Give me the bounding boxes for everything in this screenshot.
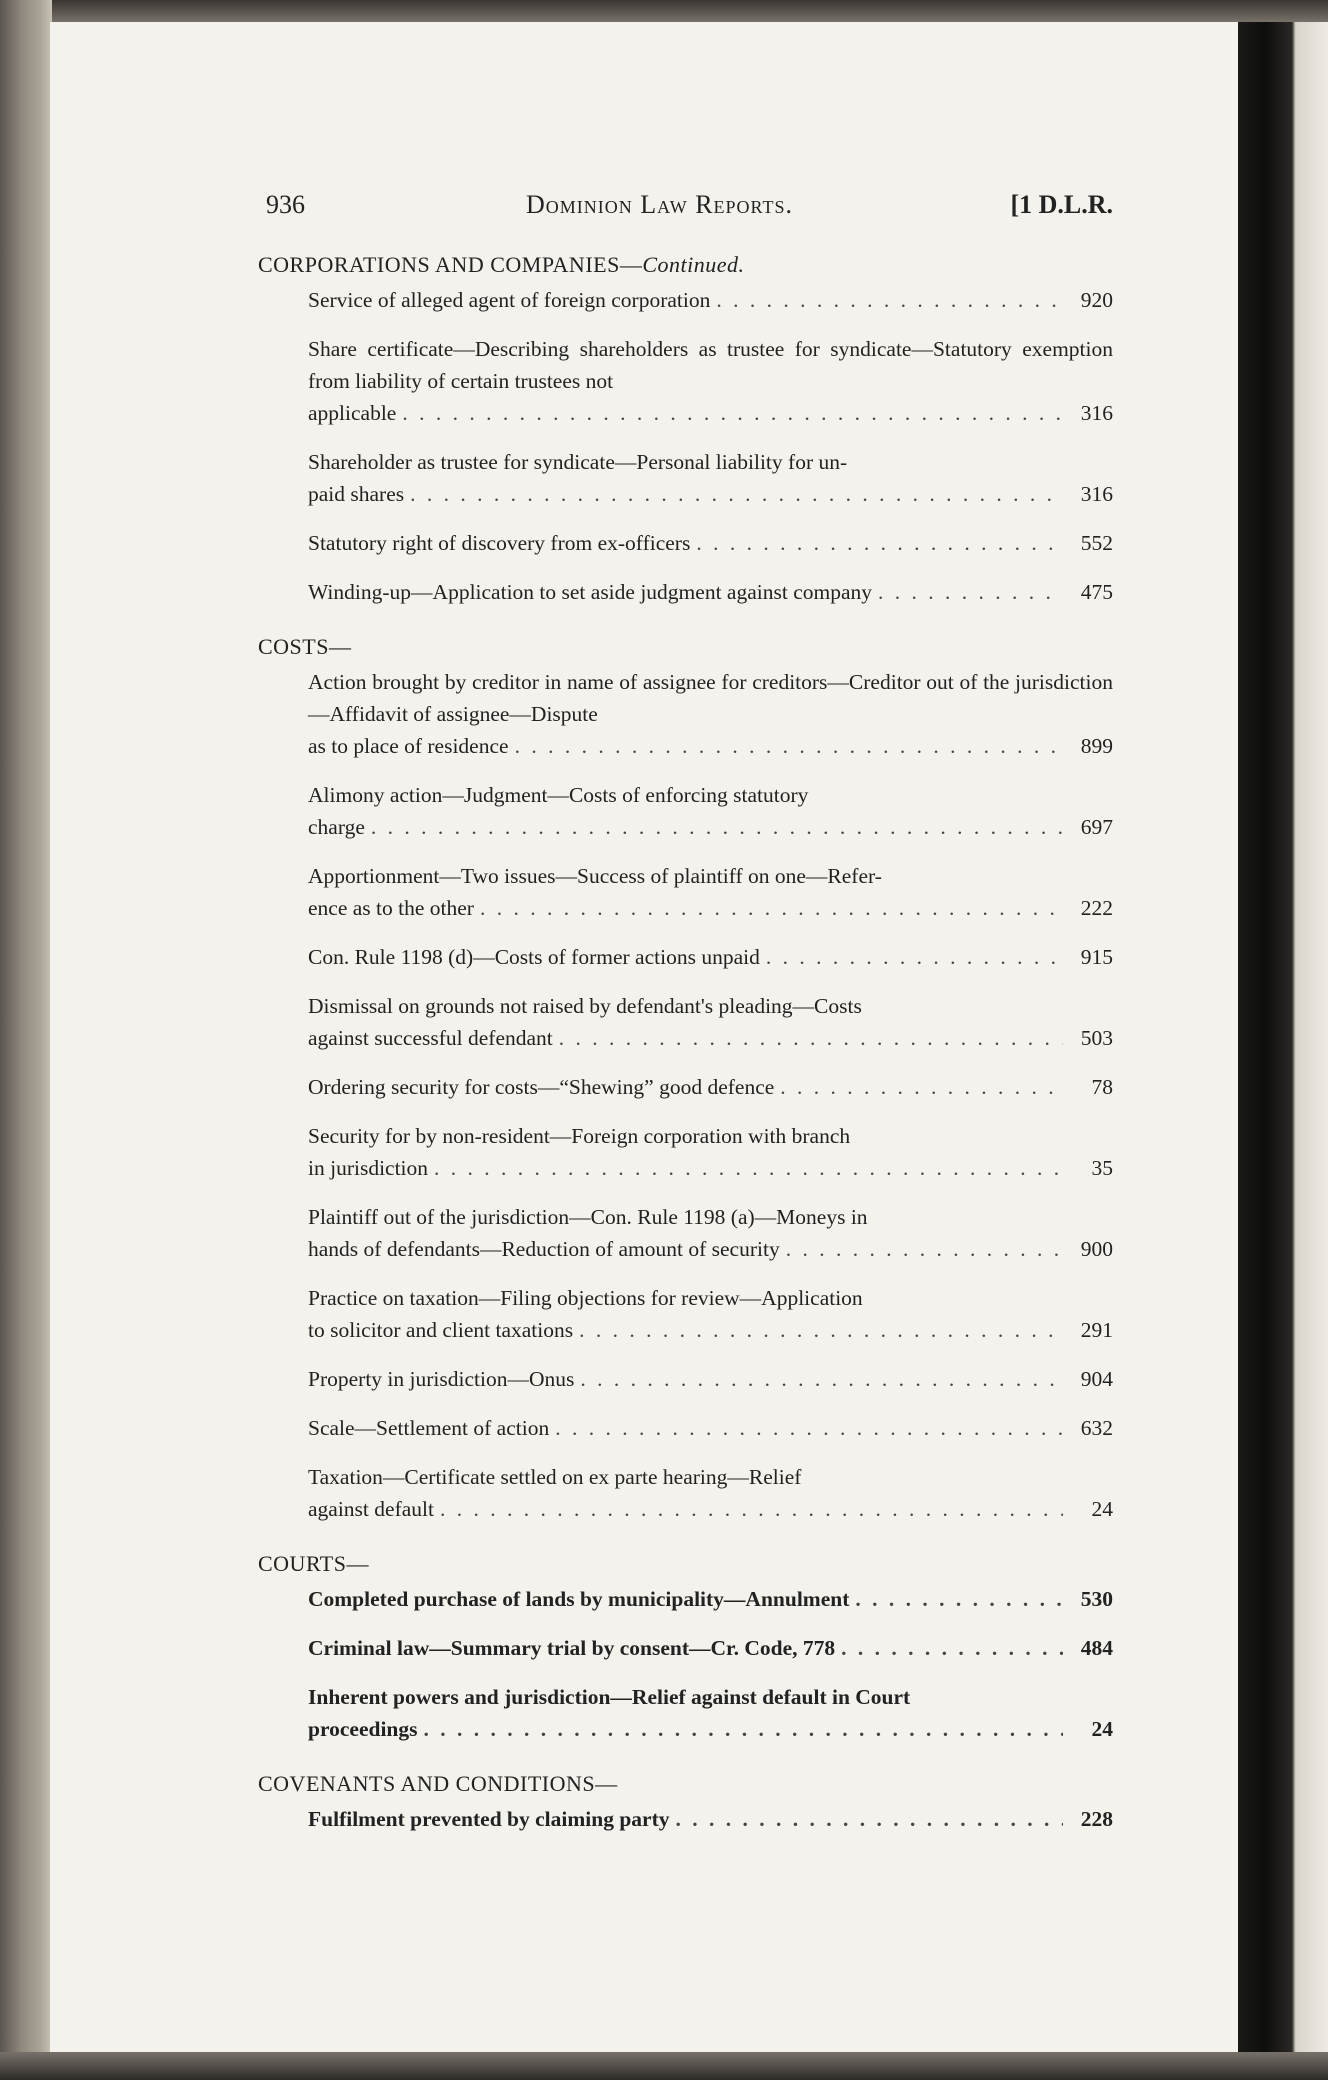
index-entry [308, 1120, 1113, 1184]
entry-last-line [308, 1632, 1113, 1664]
page-reference: 915 [1080, 945, 1113, 969]
entry-last-line [308, 892, 1113, 924]
section-heading [258, 252, 1113, 278]
entry-text: Practice on taxation—Filing objections for review—Application [308, 1286, 863, 1310]
entry-text: against successful defendant [308, 1026, 553, 1050]
page-reference: 552 [1080, 531, 1113, 555]
index-entry [308, 1201, 1113, 1265]
entry-last-line [308, 397, 1113, 429]
page-reference: 503 [1080, 1026, 1113, 1050]
entry-text: Con. Rule 1198 (d)—Costs of former actions unpaid [308, 945, 760, 969]
index-entry [308, 1632, 1113, 1664]
entry-text: Ordering security for costs—“Shewing” good defence [308, 1075, 775, 1099]
volume-reference: [1 D.L.R. [1010, 190, 1113, 219]
index-entry [308, 1363, 1113, 1395]
dot-leader [766, 941, 1063, 973]
page-reference: 316 [1080, 482, 1113, 506]
running-title: Dominion Law Reports. [526, 190, 793, 219]
index-entry [308, 1412, 1113, 1444]
dot-leader [676, 1803, 1063, 1835]
index-entry [308, 779, 1113, 843]
section-continued: Continued. [642, 252, 745, 277]
entry-text: proceedings [308, 1717, 418, 1741]
entry-text: to solicitor and client taxations [308, 1318, 574, 1342]
entry-text: Action brought by creditor in name of assignee for creditors—Creditor out of the jurisdiction—Affidavit of assignee—Dispute [308, 670, 1113, 726]
index-entry [308, 446, 1113, 510]
entry-last-line [308, 1713, 1113, 1745]
page-number: 936 [266, 190, 305, 219]
index-entry [308, 1681, 1113, 1745]
scan-bottom-edge [0, 2052, 1328, 2080]
index-section [258, 1551, 1113, 1745]
entry-text: Criminal law—Summary trial by consent—Cr. Code, 778 [308, 1636, 836, 1660]
dot-leader [786, 1233, 1063, 1265]
entry-text: Share certificate—Describing shareholders as trustee for syndicate—Statutory exemption from liability of certain trustees not [308, 337, 1113, 393]
page-reference: 904 [1080, 1367, 1113, 1391]
entry-last-line [308, 730, 1113, 762]
index-entry [308, 860, 1113, 924]
entry-last-line [308, 1583, 1113, 1615]
index-entry [308, 990, 1113, 1054]
index-entry [308, 1803, 1113, 1835]
entry-text: paid shares [308, 482, 405, 506]
dot-leader [480, 892, 1063, 924]
dot-leader [855, 1583, 1063, 1615]
entry-text: as to place of residence [308, 734, 509, 758]
dot-leader [696, 527, 1063, 559]
page-reference: 316 [1080, 401, 1113, 425]
entry-text: Shareholder as trustee for syndicate—Personal liability for un- [308, 450, 848, 474]
entry-text: Security for by non-resident—Foreign corporation with branch [308, 1124, 851, 1148]
entry-text: in jurisdiction [308, 1156, 429, 1180]
page-reference: 899 [1080, 734, 1113, 758]
entry-last-line [308, 941, 1113, 973]
dot-leader [559, 1022, 1063, 1054]
entry-text: Dismissal on grounds not raised by defendant's pleading—Costs [308, 994, 862, 1018]
dot-leader [515, 730, 1063, 762]
index-sections [258, 252, 1113, 1835]
entry-text: Fulfilment prevented by claiming party [308, 1807, 670, 1831]
dot-leader [580, 1363, 1063, 1395]
entry-last-line [308, 1412, 1113, 1444]
dot-leader [371, 811, 1063, 843]
entry-text: charge [308, 815, 365, 839]
section-heading [258, 634, 1113, 660]
entry-text: Alimony action—Judgment—Costs of enforcing statutory [308, 783, 809, 807]
entry-last-line [308, 527, 1113, 559]
entry-last-line [308, 1233, 1113, 1265]
page-reference: 24 [1091, 1497, 1113, 1521]
entry-text: Plaintiff out of the jurisdiction—Con. Rule 1198 (a)—Moneys in [308, 1205, 868, 1229]
index-entry [308, 1461, 1113, 1525]
entry-last-line [308, 1071, 1113, 1103]
dot-leader [878, 576, 1063, 608]
dot-leader [402, 397, 1063, 429]
entry-last-line [308, 1803, 1113, 1835]
entry-text: Apportionment—Two issues—Success of plaintiff on one—Refer- [308, 864, 882, 888]
entry-text: against default [308, 1497, 434, 1521]
page-reference: 35 [1091, 1156, 1113, 1180]
entry-text: Property in jurisdiction—Onus [308, 1367, 575, 1391]
index-entry [308, 1282, 1113, 1346]
entry-last-line [308, 1493, 1113, 1525]
page-reference: 475 [1080, 580, 1113, 604]
entry-text: Statutory right of discovery from ex-officers [308, 531, 691, 555]
entry-last-line [308, 1314, 1113, 1346]
scan-left-edge [0, 0, 52, 2080]
entry-text: applicable [308, 401, 397, 425]
entry-last-line [308, 284, 1113, 316]
page-reference: 632 [1080, 1416, 1113, 1440]
dot-leader [555, 1412, 1063, 1444]
section-heading [258, 1551, 1113, 1577]
index-section [258, 1771, 1113, 1835]
dot-leader [434, 1152, 1063, 1184]
entry-text: Inherent powers and jurisdiction—Relief against default in Court [308, 1685, 911, 1709]
page-reference: 697 [1080, 815, 1113, 839]
entry-text: hands of defendants—Reduction of amount of security [308, 1237, 780, 1261]
entry-text: Service of alleged agent of foreign corporation [308, 288, 711, 312]
entry-text: Completed purchase of lands by municipality—Annulment [308, 1587, 850, 1611]
page-content [258, 190, 1113, 1852]
entry-last-line [308, 478, 1113, 510]
dot-leader [579, 1314, 1063, 1346]
index-entry [308, 284, 1113, 316]
index-section [258, 634, 1113, 1525]
section-heading-text: COVENANTS AND CONDITIONS— [258, 1771, 618, 1796]
entry-last-line [308, 1022, 1113, 1054]
section-heading-text: COSTS— [258, 634, 352, 659]
page-reference: 222 [1080, 896, 1113, 920]
index-entry [308, 666, 1113, 762]
entry-text: Scale—Settlement of action [308, 1416, 550, 1440]
index-entry [308, 527, 1113, 559]
page-reference: 900 [1080, 1237, 1113, 1261]
page-reference: 78 [1091, 1075, 1113, 1099]
scan-top-edge [0, 0, 1328, 22]
index-entry [308, 1583, 1113, 1615]
book-binding [1238, 22, 1328, 2058]
index-entry [308, 1071, 1113, 1103]
index-entry [308, 941, 1113, 973]
dot-leader [424, 1713, 1064, 1745]
entry-text: Winding-up—Application to set aside judgment against company [308, 580, 872, 604]
dot-leader [780, 1071, 1063, 1103]
entry-last-line [308, 576, 1113, 608]
page-reference: 530 [1080, 1587, 1113, 1611]
section-heading-text: COURTS— [258, 1551, 369, 1576]
entry-last-line [308, 1152, 1113, 1184]
page-reference: 228 [1080, 1807, 1113, 1831]
index-section [258, 252, 1113, 608]
entry-last-line [308, 811, 1113, 843]
section-heading [258, 1771, 1113, 1797]
page-reference: 291 [1080, 1318, 1113, 1342]
page-reference: 920 [1080, 288, 1113, 312]
section-heading-text: CORPORATIONS AND COMPANIES— [258, 252, 643, 277]
entry-text: ence as to the other [308, 896, 474, 920]
index-entry [308, 576, 1113, 608]
page-reference: 484 [1080, 1636, 1113, 1660]
dot-leader [716, 284, 1063, 316]
running-head [258, 190, 1113, 230]
page-reference: 24 [1091, 1717, 1113, 1741]
index-entry [308, 333, 1113, 429]
entry-text: Taxation—Certificate settled on ex parte hearing—Relief [308, 1465, 802, 1489]
entry-last-line [308, 1363, 1113, 1395]
dot-leader [841, 1632, 1063, 1664]
dot-leader [410, 478, 1063, 510]
dot-leader [440, 1493, 1063, 1525]
